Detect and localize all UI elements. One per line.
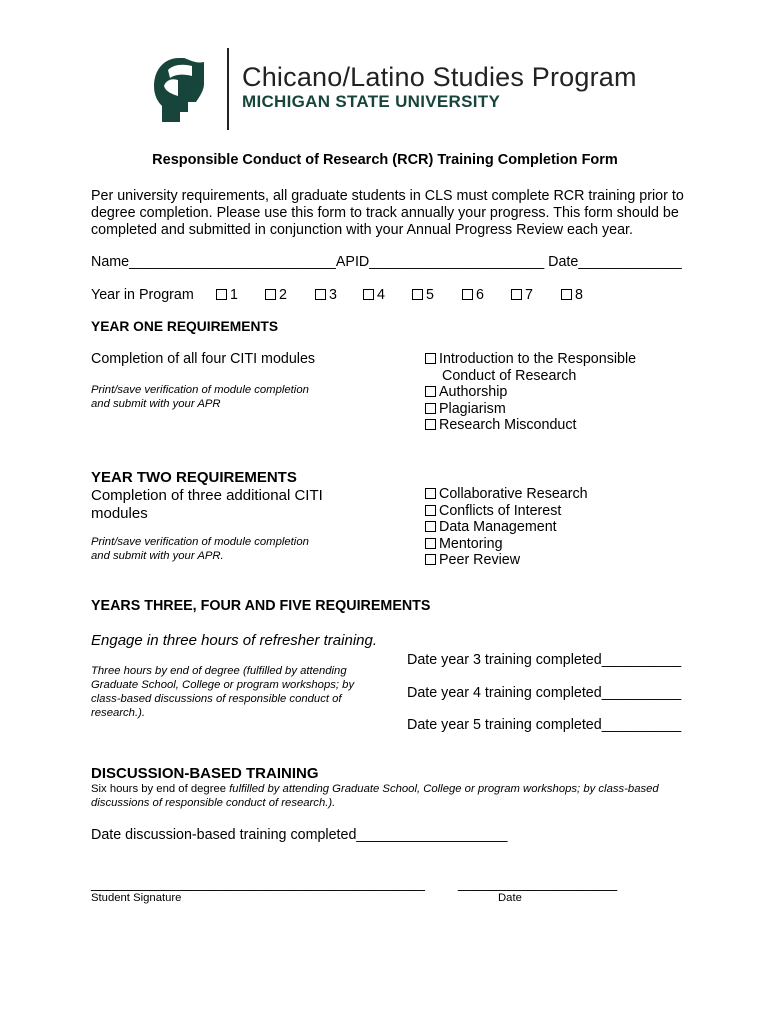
checkbox[interactable] (363, 289, 374, 300)
year-in-program-label: Year in Program (91, 287, 194, 303)
year-option-4[interactable]: 4 (363, 287, 385, 303)
check-peer-review[interactable]: Peer Review (425, 552, 588, 569)
year-option-7[interactable]: 7 (511, 287, 533, 303)
date-year3-field[interactable]: Date year 3 training completed__________ (407, 652, 682, 668)
note-line: Six hours by end of degree fulfilled by attending Graduate School, College or program workshops; by class-based (91, 783, 659, 795)
signature-label: Student Signature (91, 892, 182, 904)
checkbox[interactable] (425, 419, 436, 430)
note-line: research.). (91, 707, 145, 719)
university-name: MICHIGAN STATE UNIVERSITY (242, 92, 501, 111)
years-345-heading: YEARS THREE, FOUR AND FIVE REQUIREMENTS (91, 598, 431, 614)
check-mentoring[interactable]: Mentoring (425, 536, 588, 553)
checkbox[interactable] (561, 289, 572, 300)
note-line: Print/save verification of module completion (91, 536, 309, 548)
check-authorship[interactable]: Authorship (425, 384, 636, 401)
refresher-note (91, 664, 354, 720)
intro-line: Per university requirements, all graduate students in CLS must complete RCR training prior to (91, 188, 684, 204)
intro-line: degree completion. Please use this form to track annually your progress. This form should be (91, 205, 679, 221)
year-one-description: Completion of all four CITI modules (91, 351, 316, 367)
signature-date-line[interactable]: ____________________ (458, 876, 618, 892)
note-line: class-based discussions of responsible conduct of (91, 693, 342, 705)
check-collaborative[interactable]: Collaborative Research (425, 486, 588, 503)
year-option-3[interactable]: 3 (315, 287, 337, 303)
year-two-checklist (425, 486, 588, 569)
checkbox[interactable] (425, 488, 436, 499)
check-plagiarism[interactable]: Plagiarism (425, 401, 636, 418)
discussion-note (91, 782, 659, 810)
checkbox[interactable] (462, 289, 473, 300)
year-option-6[interactable]: 6 (462, 287, 484, 303)
desc-line: Completion of three additional CITI (91, 487, 323, 504)
form-title: Responsible Conduct of Research (RCR) Training Completion Form (152, 152, 618, 168)
check-intro-rcr-cont: Conduct of Research (442, 367, 577, 384)
checkbox[interactable] (412, 289, 423, 300)
refresher-instruction: Engage in three hours of refresher training. (91, 632, 378, 649)
year-option-5[interactable]: 5 (412, 287, 434, 303)
check-intro-rcr[interactable]: Introduction to the Responsible (425, 351, 636, 368)
year-two-note (91, 535, 309, 563)
logo-divider (227, 48, 229, 130)
checkbox[interactable] (425, 505, 436, 516)
discussion-heading: DISCUSSION-BASED TRAINING (91, 765, 319, 782)
desc-line: modules (91, 505, 148, 522)
note-line: Print/save verification of module completion (91, 384, 309, 396)
spartan-helmet-logo (150, 56, 208, 126)
checkbox[interactable] (425, 403, 436, 414)
checkbox[interactable] (425, 353, 436, 364)
checkbox[interactable] (265, 289, 276, 300)
discussion-date-field[interactable]: Date discussion-based training completed___________________ (91, 827, 508, 843)
checkbox[interactable] (315, 289, 326, 300)
checkbox[interactable] (425, 521, 436, 532)
program-name: Chicano/Latino Studies Program (242, 62, 637, 92)
year-option-2[interactable]: 2 (265, 287, 287, 303)
year-two-heading: YEAR TWO REQUIREMENTS (91, 469, 297, 486)
check-conflicts[interactable]: Conflicts of Interest (425, 503, 588, 520)
year-option-1[interactable]: 1 (216, 287, 238, 303)
name-apid-date-fields[interactable]: Name__________________________APID______________________ Date_____________ (91, 254, 682, 270)
signature-line[interactable]: __________________________________________ (91, 876, 425, 892)
checkbox[interactable] (216, 289, 227, 300)
note-line: Graduate School, College or program workshops; by (91, 679, 355, 691)
intro-line: completed and submitted in conjunction with your Annual Progress Review each year. (91, 222, 633, 238)
year-one-heading: YEAR ONE REQUIREMENTS (91, 319, 279, 334)
check-data-management[interactable]: Data Management (425, 519, 588, 536)
signature-date-label: Date (498, 892, 522, 904)
note-line: discussions of responsible conduct of research.). (91, 797, 336, 809)
date-year4-field[interactable]: Date year 4 training completed__________ (407, 685, 682, 701)
year-two-description (91, 487, 323, 523)
check-misconduct[interactable]: Research Misconduct (425, 417, 636, 434)
date-year5-field[interactable]: Date year 5 training completed__________ (407, 717, 682, 733)
checkbox[interactable] (425, 554, 436, 565)
year-one-note (91, 383, 309, 411)
checkbox[interactable] (425, 538, 436, 549)
note-line: and submit with your APR. (91, 550, 224, 562)
intro-paragraph (91, 188, 691, 239)
note-line: Three hours by end of degree (fulfilled by attending (91, 665, 347, 677)
year-one-checklist (425, 351, 636, 434)
checkbox[interactable] (425, 386, 436, 397)
checkbox[interactable] (511, 289, 522, 300)
year-option-8[interactable]: 8 (561, 287, 583, 303)
note-line: and submit with your APR (91, 398, 221, 410)
